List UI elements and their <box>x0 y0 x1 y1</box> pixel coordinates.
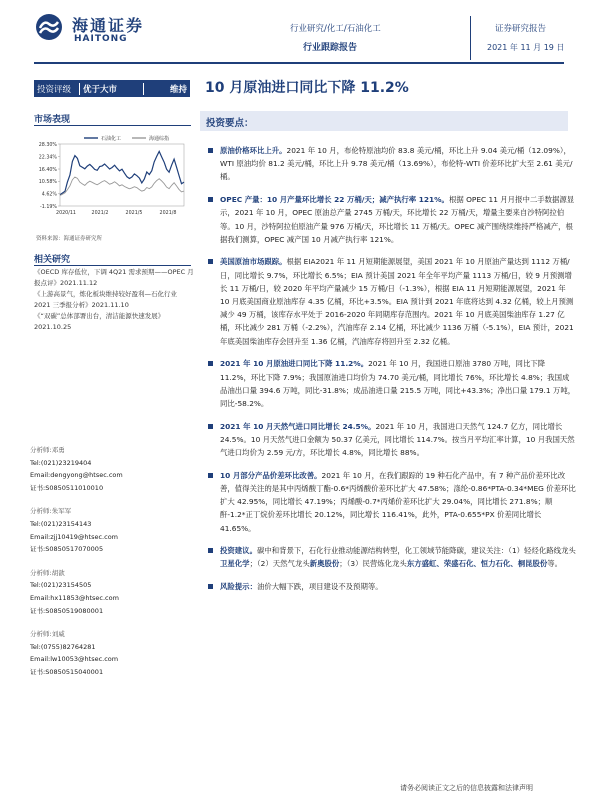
analyst-card <box>30 567 190 617</box>
key-point-lead: 原油价格环比上升。 <box>220 146 287 155</box>
key-point-body: 2021 年 10 月，我国进口天然气 124.7 亿方，同比增长 24.5%。10 月天然气进口金额为 50.37 亿美元，同比增长 114.7%。按当月平均汇率计算，10 月我国天然气进口均价为 2.59 元/方，环比增长 4.8%，同比增长 88%。 <box>220 421 575 458</box>
header-date: 2021 年 11 月 19 日 <box>487 43 565 52</box>
related-list <box>34 267 194 333</box>
key-point-lead: 2021 年 10 月原油进口同比下降 11.2%。 <box>220 359 369 369</box>
analyst-cert: 证书:S0850515040001 <box>30 667 104 676</box>
market-heading-line <box>34 125 191 126</box>
analyst-email[interactable]: Email:lw10053@htsec.com <box>30 655 119 664</box>
market-heading: 市场表现 <box>34 115 71 125</box>
y-tick-label: 22.34% <box>38 155 57 161</box>
related-heading: 相关研究 <box>34 255 71 265</box>
bullet-square-icon <box>208 259 213 264</box>
key-points-header <box>200 111 568 131</box>
key-point <box>206 580 576 593</box>
analyst-card <box>30 628 190 678</box>
key-point <box>206 193 576 246</box>
haitong-emblem-icon <box>34 12 64 42</box>
legend-label: 海通综指 <box>149 136 170 142</box>
series-line <box>60 177 184 196</box>
bullet-square-icon <box>208 197 213 202</box>
key-point <box>206 420 576 460</box>
analyst-card <box>30 444 190 494</box>
key-point-body: ；（2）天然气龙头 <box>249 559 310 569</box>
bullet-square-icon <box>208 584 213 589</box>
analyst-cert: 证书:S0850517070005 <box>30 545 104 554</box>
analyst-name: 分析师:朱军军 <box>30 507 72 516</box>
haitong-logo <box>34 12 144 48</box>
stock-pick: 东方盛虹、荣盛石化、恒力石化、桐昆股份 <box>406 559 548 569</box>
legend-label: 石油化工 <box>101 136 122 142</box>
x-tick-label: 2021/8 <box>159 211 177 216</box>
analyst-email[interactable]: Email:hx11853@htsec.com <box>30 593 119 602</box>
bullet-square-icon <box>208 548 213 553</box>
analyst-cert: 证书:S0850519080001 <box>30 606 104 615</box>
related-heading-line <box>34 265 191 266</box>
y-tick-label: 16.40% <box>38 167 57 173</box>
key-points-title: 投资要点： <box>206 118 254 129</box>
analyst-name: 分析师:刘威 <box>30 630 65 639</box>
key-point <box>206 469 576 535</box>
key-point-body: 2021 年 10 月，布伦特原油均价 83.8 美元/桶，环比上升 9.04 美元/桶（12.09%），WTI 原油均价 81.2 美元/桶，环比上升 9.78 美元/桶（13.69%），布伦特-WTI 价差环比扩大至 2.61 美元/桶。 <box>220 146 573 182</box>
x-tick-label: 2021/2 <box>91 211 109 216</box>
analyst-tel: Tel:(021)23154505 <box>30 581 92 590</box>
y-tick-label: 28.30% <box>38 142 57 148</box>
y-tick-label: 4.62% <box>41 192 57 198</box>
related-item[interactable]: 《“双碳”总体部署出台，清洁能源快速发展》2021.10.25 <box>34 312 165 331</box>
chart-source: 资料来源：海通证券研究所 <box>36 236 103 242</box>
key-point <box>206 544 576 570</box>
bullet-square-icon <box>208 424 213 429</box>
analyst-name: 分析师:邓勇 <box>30 446 65 454</box>
y-tick-label: -1.19% <box>40 204 57 210</box>
key-point-body: 等。 <box>547 559 563 569</box>
key-point-body: 油价大幅下跌，项目建设不及预期等。 <box>256 582 383 592</box>
key-point <box>206 255 576 347</box>
analyst-tel: Tel:(021)23219404 <box>30 458 92 467</box>
header-report-type: 行业跟踪报告 <box>303 43 358 53</box>
rating-value: 优于大市 <box>80 83 144 95</box>
market-chart <box>34 132 191 227</box>
key-point-body: 根据 EIA2021 年 11 月短期能源展望，美国 2021 年 10 月原油产量达到 1112 万桶/日，同比增长 9.7%，环比增长 6.5%；EIA 预计美国 2021 年全年平均产量 1113 万桶/日，较 9 月预测增长 11 万桶/日，较 2020 年平均产量减少 15 万桶/日（-1.3%），根据 EIA 11 月短期能源展望，2021 年 10 月底美国商业原油库存 4.35 亿桶，环比+3.5%。EIA 预计到 2021 年底将达到 4.32 亿桶，较上月预测减少 49 万桶，该库存水平处于 2016-2020 年同期库存范围内。2021 年 10 月底美国柴油库存 1.27 亿桶，环比减少 281 万桶（-2.2%），汽油库存 2.14 亿桶，环比减少 1136 万桶（-5.1%），EIA 预计，2021 年底美国柴油库存会回升至 1.36 亿桶，汽油库存将回升至 2.32 亿桶。 <box>220 257 574 346</box>
related-item[interactable]: 《上游高景气，炼化板块维持较好盈利—石化行业 2021 三季报分析》2021.11.10 <box>34 290 177 309</box>
key-point-body: 碳中和背景下，石化行业推动能源结构转型，化工领域节能降碳，建议关注：（1）轻烃化路线龙头 <box>256 546 576 556</box>
key-point <box>206 144 576 184</box>
key-point-lead: 10 月部分产品价差环比改善。 <box>220 470 322 480</box>
stock-pick: 卫星化学 <box>220 559 250 569</box>
key-point-lead: 美国原油市场跟踪。 <box>220 257 287 267</box>
market-chart-svg <box>34 132 191 227</box>
analyst-tel: Tel:(021)23154143 <box>30 519 92 528</box>
key-point-lead: 2021 年 10 月天然气进口同比增长 24.5%。 <box>220 421 376 431</box>
header-divider <box>34 62 564 64</box>
stock-pick: 新奥股份 <box>309 559 340 569</box>
analyst-email[interactable]: Email:dengyong@htsec.com <box>30 471 123 480</box>
y-tick-label: 10.58% <box>38 180 57 186</box>
bullet-square-icon <box>208 473 213 478</box>
analyst-email[interactable]: Email:zjj10419@htsec.com <box>30 532 119 541</box>
x-tick-label: 2021/5 <box>125 211 143 216</box>
key-point-body: ；（3）民营炼化龙头 <box>339 559 407 569</box>
analyst-list <box>30 444 190 690</box>
key-point-lead: 风险提示： <box>220 582 257 592</box>
analyst-card <box>30 505 190 555</box>
bullet-square-icon <box>208 148 213 153</box>
report-title: 10 月原油进口同比下降 11.2% <box>205 80 409 96</box>
key-point-lead: 投资建议。 <box>220 546 257 556</box>
x-tick-label: 2020/11 <box>56 211 76 216</box>
analyst-name: 分析师:胡歆 <box>30 568 65 577</box>
key-point-body: 2021 年 10 月，在我们跟踪的 19 种石化产品中，有 7 种产品价差环比改善，值得关注的是其中丙烯酸丁酯-0.6*丙烯酸价差环比扩大 47.58%；涤纶-0.86*PTA-0.34*MEG 价差环比扩大 42.95%，同比增长 47.19%；丙烯酸-0.7*丙烯价差环比扩大 29.04%，同比增长 271.8%；顺酐-1.2*正丁烷价差环比增长 20.12%，同比增长 116.41%，此外，PTA-0.655*PX 价差同比增长 41.65%。 <box>220 470 576 533</box>
rating-action: 维持 <box>169 84 187 95</box>
rating-bar <box>34 80 190 97</box>
logo-en-text: HAITONG <box>74 34 128 44</box>
key-point <box>206 357 576 410</box>
disclaimer-footer: 请务必阅读正文之后的信息披露和法律声明 <box>400 784 533 792</box>
plot-frame <box>60 144 184 206</box>
analyst-cert: 证书:S0850511010010 <box>30 483 104 492</box>
key-point-body: 2021 年 10 月，我国进口原油 3780 万吨，同比下降 11.2%，环比下降 7.9%；我国原油进口均价为 74.70 美元/桶，同比增长 76%，环比增长 4.8%；我国成品油出口量 394.6 万吨，同比-31.8%；成品油进口量 215.5 万吨，同比+43.3%；净出口量 179.1 万吨，同比-58.2%。 <box>220 359 576 408</box>
series-line <box>60 151 184 194</box>
bullet-square-icon <box>208 361 213 366</box>
header-category: 行业研究/化工/石油化工 <box>290 24 381 34</box>
key-point-lead: OPEC 产量：10 月产量环比增长 22 万桶/天；减产执行率 121%。 <box>220 195 449 205</box>
key-point-body: 根据 OPEC 11 月月报中二手数据源显示，2021 年 10 月，OPEC 原油总产量 2745 万桶/天，环比增长 22 万桶/天，增量主要来自沙特阿拉伯等。10 月，沙特阿拉伯原油产量 976 万桶/天，环比增长 11 万桶/天。OPEC 减产围绕续维持严格减产，根据我们测算，OPEC 减产国 10 月减产执行率 121%。 <box>220 195 575 244</box>
logo-cn-text: 海通证券 <box>72 16 145 35</box>
analyst-tel: Tel:(0755)82764281 <box>30 642 96 651</box>
rating-label: 投资评级 <box>34 83 80 95</box>
header-research-label: 证券研究报告 <box>495 24 547 34</box>
related-item[interactable]: 《OECD 库存低位，下调 4Q21 需求预期——OPEC 月报点评》2021.11.12 <box>34 268 194 287</box>
header-separator <box>470 16 471 60</box>
key-points-list <box>206 144 576 603</box>
